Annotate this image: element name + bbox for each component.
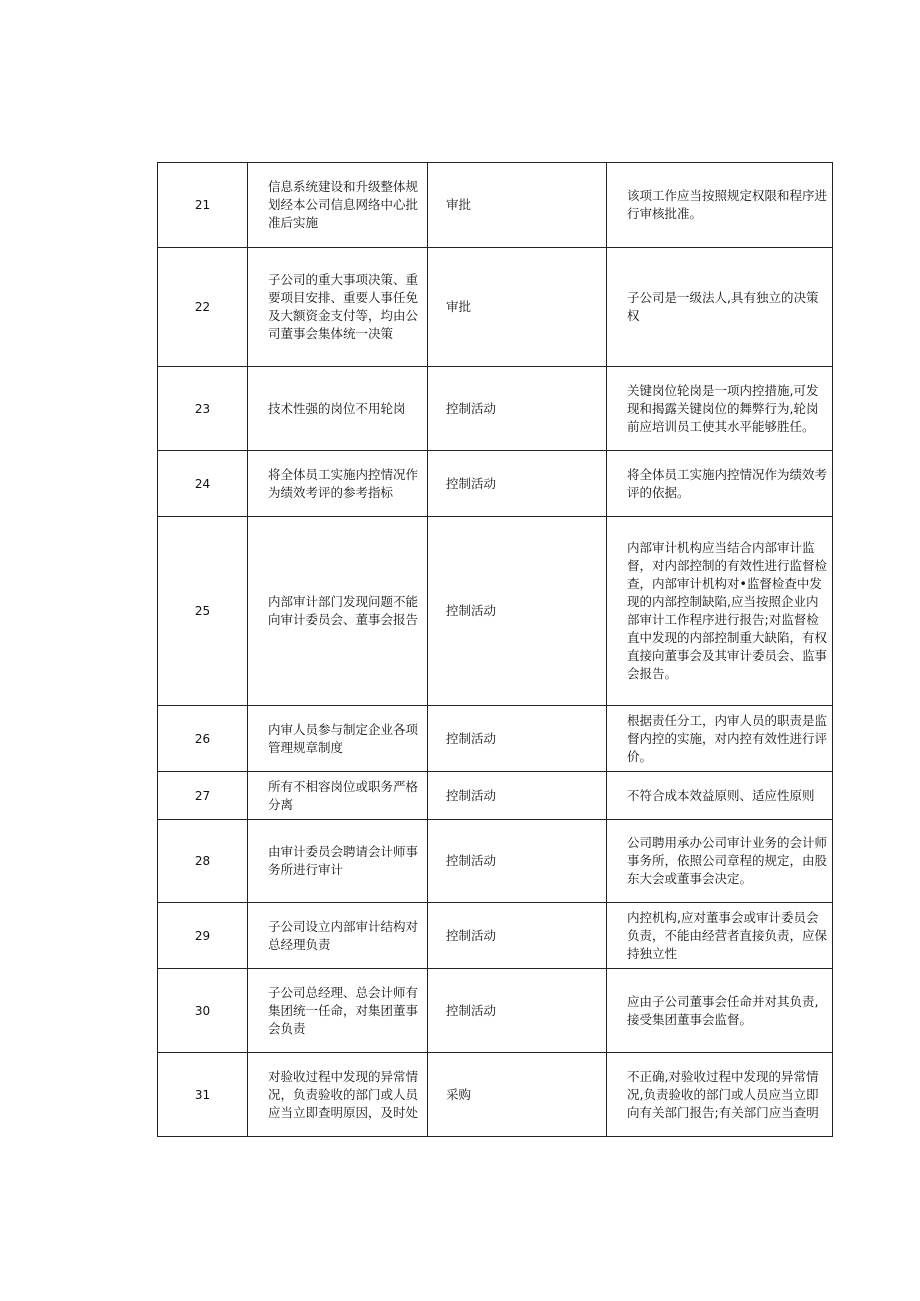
category-text: 控制活动 bbox=[428, 367, 607, 451]
item-text: 将全体员工实施内控情况作为绩效考评的参考指标 bbox=[248, 451, 428, 517]
explanation-text: 不符合成本效益原则、适应性原则 bbox=[607, 772, 833, 820]
table-row bbox=[158, 1053, 833, 1137]
row-number: 31 bbox=[158, 1053, 248, 1137]
explanation-text: 内部审计机构应当结合内部审计监督，对内部控制的有效性进行监督检查，内部审计机构对•监督检查中发现的内部控制缺陷,应当按照企业内部审计工作程序进行报告;对监督检直中发现的内部控制重大缺陷，有权直接向董事会及其审计委员会、监事会报告。 bbox=[607, 517, 833, 706]
row-number: 24 bbox=[158, 451, 248, 517]
category-text: 控制活动 bbox=[428, 517, 607, 706]
table-row bbox=[158, 248, 833, 367]
item-text: 信息系统建设和升级整体规划经本公司信息网络中心批准后实施 bbox=[248, 163, 428, 248]
category-text: 审批 bbox=[428, 248, 607, 367]
category-text: 控制活动 bbox=[428, 969, 607, 1053]
category-text: 审批 bbox=[428, 163, 607, 248]
category-text: 采购 bbox=[428, 1053, 607, 1137]
table-row bbox=[158, 820, 833, 903]
category-text: 控制活动 bbox=[428, 820, 607, 903]
row-number: 22 bbox=[158, 248, 248, 367]
explanation-text: 该项工作应当按照规定权限和程序进行审核批准。 bbox=[607, 163, 833, 248]
explanation-text: 子公司是一级法人,具有独立的决策权 bbox=[607, 248, 833, 367]
explanation-text: 不正确,对验收过程中发现的异常情况,负责验收的部门或人员应当立即向有关部门报告;有关部门应当查明 bbox=[607, 1053, 833, 1137]
explanation-text: 内控机构,应对董事会或审计委员会负责，不能由经营者直接负责，应保持独立性 bbox=[607, 903, 833, 969]
row-number: 27 bbox=[158, 772, 248, 820]
row-number: 29 bbox=[158, 903, 248, 969]
table-row bbox=[158, 903, 833, 969]
table-row bbox=[158, 517, 833, 706]
item-text: 子公司设立内部审计结构对总经理负责 bbox=[248, 903, 428, 969]
table-row bbox=[158, 367, 833, 451]
row-number: 23 bbox=[158, 367, 248, 451]
category-text: 控制活动 bbox=[428, 706, 607, 772]
category-text: 控制活动 bbox=[428, 451, 607, 517]
item-text: 所有不相容岗位或职务严格分离 bbox=[248, 772, 428, 820]
table-row bbox=[158, 772, 833, 820]
table-row bbox=[158, 163, 833, 248]
item-text: 由审计委员会聘请会计师事务所进行审计 bbox=[248, 820, 428, 903]
row-number: 21 bbox=[158, 163, 248, 248]
item-text: 子公司总经理、总会计师有集团统一任命，对集团董事会负责 bbox=[248, 969, 428, 1053]
row-number: 25 bbox=[158, 517, 248, 706]
explanation-text: 根据责任分工，内审人员的职责是监督内控的实施，对内控有效性进行评价。 bbox=[607, 706, 833, 772]
category-text: 控制活动 bbox=[428, 903, 607, 969]
explanation-text: 应由子公司董事会任命并对其负责,接受集团董事会监督。 bbox=[607, 969, 833, 1053]
explanation-text: 关键岗位轮岗是一项内控措施,可发现和揭露关键岗位的舞弊行为,轮岗前应培训员工使其水平能够胜任。 bbox=[607, 367, 833, 451]
category-text: 控制活动 bbox=[428, 772, 607, 820]
table-row bbox=[158, 451, 833, 517]
row-number: 30 bbox=[158, 969, 248, 1053]
control-items-table bbox=[157, 162, 833, 1137]
item-text: 子公司的重大事项决策、重要项目安排、重要人事任免及大额资金支付等，均由公司董事会集体统一决策 bbox=[248, 248, 428, 367]
row-number: 28 bbox=[158, 820, 248, 903]
row-number: 26 bbox=[158, 706, 248, 772]
item-text: 对验收过程中发现的异常情况，负责验收的部门或人员应当立即查明原因，及时处 bbox=[248, 1053, 428, 1137]
table-row bbox=[158, 706, 833, 772]
table-row bbox=[158, 969, 833, 1053]
explanation-text: 将全体员工实施内控情况作为绩效考评的依据。 bbox=[607, 451, 833, 517]
explanation-text: 公司聘用承办公司审计业务的会计师事务所，依照公司章程的规定，由股东大会或董事会决定。 bbox=[607, 820, 833, 903]
item-text: 内部审计部门发现问题不能向审计委员会、董事会报告 bbox=[248, 517, 428, 706]
item-text: 技术性强的岗位不用轮岗 bbox=[248, 367, 428, 451]
item-text: 内审人员参与制定企业各项管理规章制度 bbox=[248, 706, 428, 772]
